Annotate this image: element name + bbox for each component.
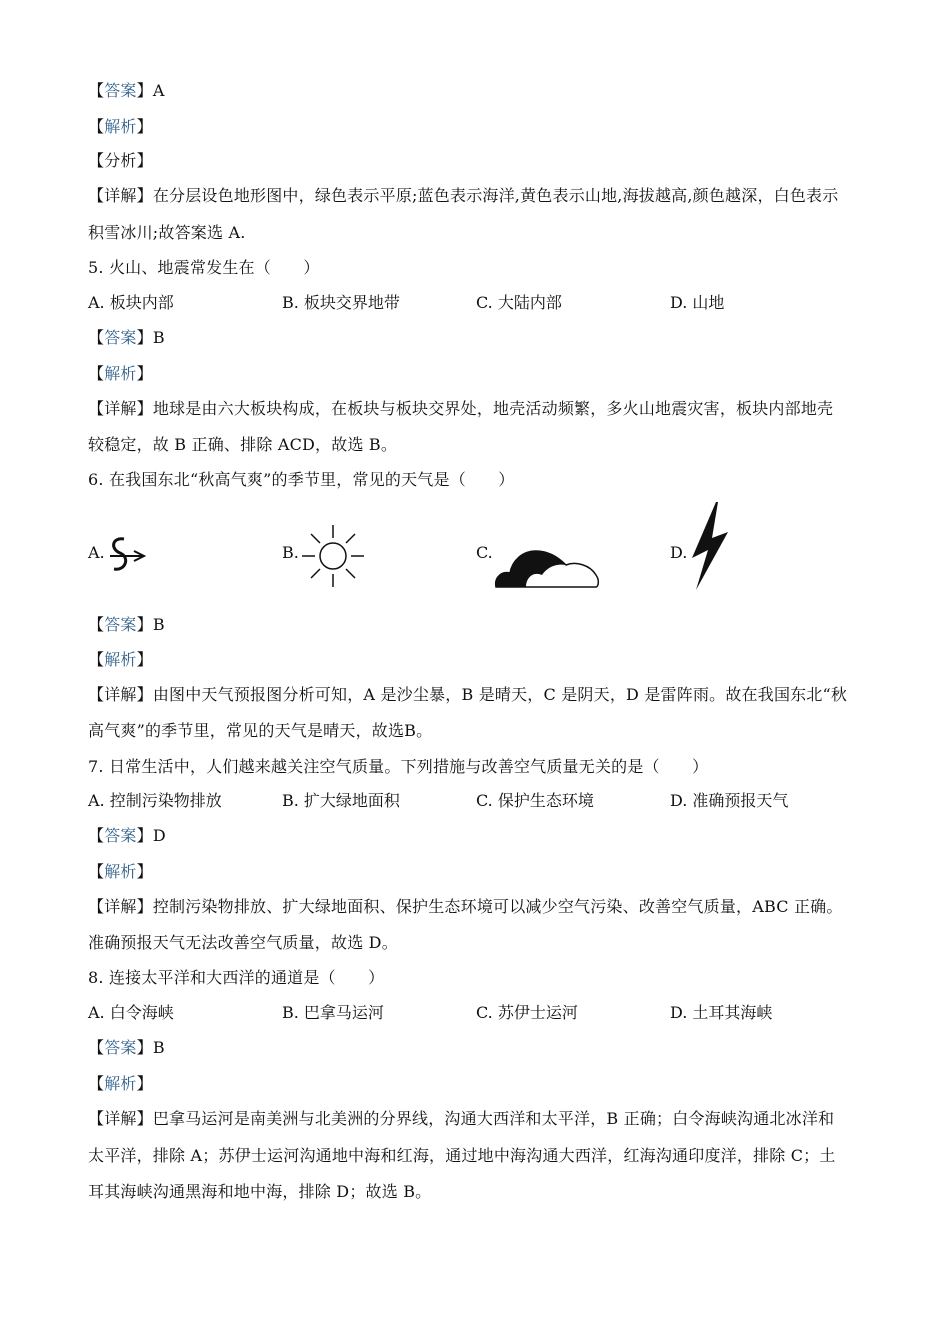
q7-option-a: A. 控制污染物排放 (88, 791, 222, 810)
detail-text: 控制污染物排放、扩大绿地面积、保护生态环境可以减少空气污染、改善空气质量，ABC 正确。 (152, 897, 843, 916)
answer-tag: 答案 (104, 328, 137, 347)
analysis-tag: 解析 (104, 117, 137, 136)
answer-tag: 答案 (104, 81, 137, 100)
q7-stem: 7. 日常生活中，人们越来越关注空气质量。下列措施与改善空气质量无关的是（ ） (88, 757, 709, 776)
q6-option-b-label: B. (282, 543, 299, 562)
detail-tag: 详解 (104, 399, 137, 418)
q8-option-c: C. 苏伊士运河 (476, 1003, 578, 1022)
detail-tag: 详解 (104, 186, 137, 205)
q6-stem: 6. 在我国东北“秋高气爽”的季节里，常见的天气是（ ） (88, 470, 515, 489)
q7-answer-line: 【答案】D (88, 826, 166, 845)
analysis-tag: 解析 (104, 364, 137, 383)
fenxi-tag: 分析 (104, 151, 137, 170)
detail-text: 由图中天气预报图分析可知，A 是沙尘暴，B 是晴天，C 是阴天，D 是雷阵雨。故在我国东北“秋 (152, 685, 848, 704)
q7-option-b: B. 扩大绿地面积 (282, 791, 400, 810)
q5-detail-line-1: 【详解】地球是由六大板块构成，在板块与板块交界处，地壳活动频繁，多火山地震灾害，板块内部地壳 (88, 399, 834, 418)
q5-option-d: D. 山地 (670, 293, 725, 312)
q7-analysis-line: 【解析】 (88, 862, 153, 881)
answer-tag: 答案 (104, 1038, 137, 1057)
q5-option-a: A. 板块内部 (88, 293, 174, 312)
detail-text: 在分层设色地形图中，绿色表示平原;蓝色表示海洋,黄色表示山地,海拔越高,颜色越深，白色表示 (152, 186, 839, 205)
q6-detail-line-2: 高气爽”的季节里，常见的天气是晴天，故选B。 (88, 721, 433, 740)
detail-tag: 详解 (104, 897, 137, 916)
q6-option-c-label: C. (476, 543, 493, 562)
detail-text: 地球是由六大板块构成，在板块与板块交界处，地壳活动频繁，多火山地震灾害，板块内部地壳 (152, 399, 834, 418)
q8-detail-line-1: 【详解】巴拿马运河是南美洲与北美洲的分界线，沟通大西洋和太平洋，B 正确；白令海峡沟通北冰洋和 (88, 1109, 835, 1128)
q6-detail-line-1: 【详解】由图中天气预报图分析可知，A 是沙尘暴，B 是晴天，C 是阴天，D 是雷阵雨。故在我国东北“秋 (88, 685, 848, 704)
sunny-icon (300, 523, 366, 593)
answer-value: A (152, 81, 165, 100)
answer-value: B (152, 615, 165, 634)
q5-option-b: B. 板块交界地带 (282, 293, 400, 312)
sandstorm-icon (104, 533, 148, 583)
q5-stem: 5. 火山、地震常发生在（ ） (88, 258, 320, 277)
q6-answer-line: 【答案】B (88, 615, 165, 634)
q5-analysis-line: 【解析】 (88, 364, 153, 383)
q6-option-a-label: A. (88, 543, 105, 562)
detail-text: 巴拿马运河是南美洲与北美洲的分界线，沟通大西洋和太平洋，B 正确；白令海峡沟通北冰洋和 (152, 1109, 835, 1128)
answer-tag: 答案 (104, 826, 137, 845)
q7-option-d: D. 准确预报天气 (670, 791, 789, 810)
q7-detail-line-2: 准确预报天气无法改善空气质量，故选 D。 (88, 933, 398, 952)
q7-detail-line-1: 【详解】控制污染物排放、扩大绿地面积、保护生态环境可以减少空气污染、改善空气质量，ABC 正确。 (88, 897, 843, 916)
q8-option-d: D. 土耳其海峡 (670, 1003, 773, 1022)
q8-answer-line: 【答案】B (88, 1038, 165, 1057)
q4-detail-line-2: 积雪冰川;故答案选 A. (88, 223, 246, 242)
answer-value: B (152, 1038, 165, 1057)
answer-value: B (152, 328, 165, 347)
q8-stem: 8. 连接太平洋和大西洋的通道是（ ） (88, 968, 385, 987)
answer-tag: 答案 (104, 615, 137, 634)
overcast-icon (492, 543, 602, 595)
q8-detail-line-2: 太平洋，排除 A；苏伊士运河沟通地中海和红海，通过地中海沟通大西洋，红海沟通印度洋，排除 C；土 (88, 1146, 836, 1165)
q6-option-d-label: D. (670, 543, 688, 562)
q4-detail-line-1: 【详解】在分层设色地形图中，绿色表示平原;蓝色表示海洋,黄色表示山地,海拔越高,颜色越深，白色表示 (88, 186, 839, 205)
q7-option-c: C. 保护生态环境 (476, 791, 594, 810)
analysis-tag: 解析 (104, 650, 137, 669)
detail-tag: 详解 (104, 685, 137, 704)
q5-option-c: C. 大陆内部 (476, 293, 562, 312)
q4-answer-line: 【答案】A (88, 81, 165, 100)
q8-detail-line-3: 耳其海峡沟通黑海和地中海，排除 D；故选 B。 (88, 1182, 432, 1201)
detail-tag: 详解 (104, 1109, 137, 1128)
q5-detail-line-2: 较稳定，故 B 正确、排除 ACD，故选 B。 (88, 435, 398, 454)
analysis-tag: 解析 (104, 862, 137, 881)
thunderstorm-icon (688, 500, 732, 596)
q8-option-b: B. 巴拿马运河 (282, 1003, 384, 1022)
q4-fenxi-line: 【分析】 (88, 151, 153, 170)
q6-analysis-line: 【解析】 (88, 650, 153, 669)
q8-analysis-line: 【解析】 (88, 1074, 153, 1093)
answer-value: D (152, 826, 166, 845)
analysis-tag: 解析 (104, 1074, 137, 1093)
q5-answer-line: 【答案】B (88, 328, 165, 347)
q4-analysis-line: 【解析】 (88, 117, 153, 136)
q8-option-a: A. 白令海峡 (88, 1003, 174, 1022)
